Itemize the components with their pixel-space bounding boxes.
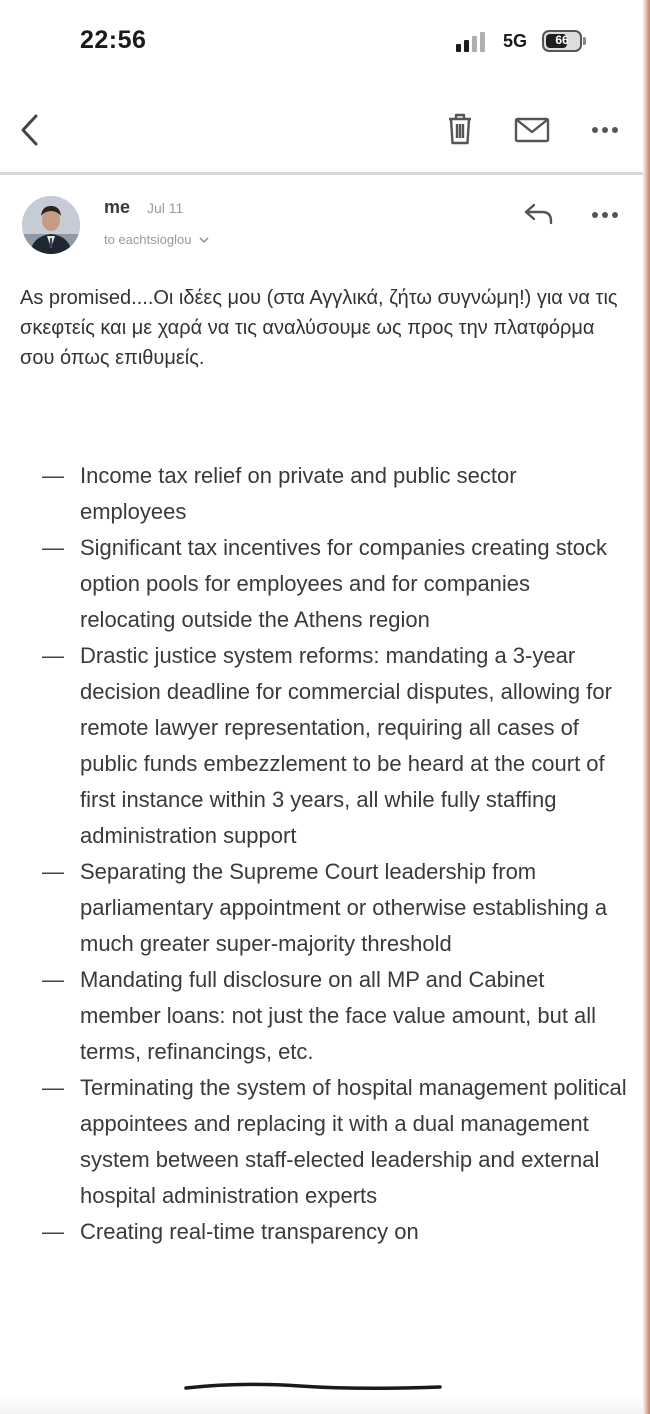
back-button[interactable] (16, 112, 46, 148)
proposals-list (0, 458, 650, 1250)
signal-icon (456, 32, 488, 52)
bullet-dash: — (42, 535, 64, 560)
list-item-text: Creating real-time transparency on (80, 1219, 419, 1244)
screen-edge (643, 0, 650, 1414)
message-more-button[interactable] (590, 209, 620, 221)
list-item-text: Terminating the system of hospital management political appointees and replacing it with a dual management system between staff-elected leadership and external hospital administration experts (80, 1075, 627, 1208)
envelope-icon (516, 119, 548, 141)
sender-name: me (104, 197, 131, 217)
trash-icon (449, 115, 471, 143)
status-time: 22:56 (80, 26, 147, 54)
delete-button[interactable] (446, 112, 474, 146)
bullet-dash: — (42, 967, 64, 992)
bullet-dash: — (42, 1075, 64, 1100)
list-item-text: Income tax relief on private and public sector employees (80, 463, 517, 524)
bullet-dash: — (42, 859, 64, 884)
bottom-edge (0, 1396, 650, 1414)
list-item (0, 1214, 650, 1250)
more-horizontal-icon (592, 212, 618, 218)
list-item-text: Mandating full disclosure on all MP and Cabinet member loans: not just the face value amount, but all terms, refinancings, etc. (80, 967, 597, 1064)
recipient-label: to eachtsioglou (104, 232, 192, 247)
list-item (0, 962, 650, 1070)
top-toolbar (0, 90, 650, 170)
recipient-details[interactable] (104, 232, 209, 247)
battery-level: 66 (555, 33, 569, 47)
underline-scribble (180, 1378, 450, 1398)
bullet-dash: — (42, 463, 64, 488)
sender-avatar[interactable] (22, 196, 80, 254)
list-item-text: Significant tax incentives for companies creating stock option pools for employees and for companies relocating outside the Athens region (80, 535, 608, 632)
battery-icon (542, 30, 582, 52)
list-item-text: Drastic justice system reforms: mandating a 3-year decision deadline for commercial disputes, allowing for remote lawyer representation, requiring all cases of public funds embezzlement to be heard at the court of first instance within 3 years, all while fully staffing administration support (80, 643, 612, 848)
more-horizontal-icon (592, 127, 618, 133)
avatar-photo (22, 196, 80, 254)
message-date: Jul 11 (147, 200, 184, 216)
toolbar-divider (0, 172, 650, 175)
list-item (0, 854, 650, 962)
list-item (0, 638, 650, 854)
status-bar (0, 0, 650, 80)
reply-button[interactable] (524, 203, 554, 225)
reply-icon (526, 205, 551, 223)
list-item (0, 1070, 650, 1214)
network-type: 5G (503, 31, 528, 51)
list-item (0, 530, 650, 638)
chevron-left-icon (23, 116, 36, 144)
chevron-down-icon (199, 237, 209, 244)
battery-tip (583, 37, 586, 45)
bullet-dash: — (42, 643, 64, 668)
toolbar-more-button[interactable] (590, 124, 620, 136)
bullet-dash: — (42, 1219, 64, 1244)
list-item (0, 458, 650, 530)
list-item-text: Separating the Supreme Court leadership from parliamentary appointment or otherwise establishing a much greater super-majority threshold (80, 859, 608, 956)
message-intro: As promised....Οι ιδέες μου (στα Αγγλικά, ζήτω συγνώμη!) για να τις σκεφτείς και με χαρά να τις αναλύσουμε ως προς την πλατφόρμα σου όπως επιθυμείς. (20, 287, 618, 369)
mark-unread-button[interactable] (514, 116, 550, 144)
